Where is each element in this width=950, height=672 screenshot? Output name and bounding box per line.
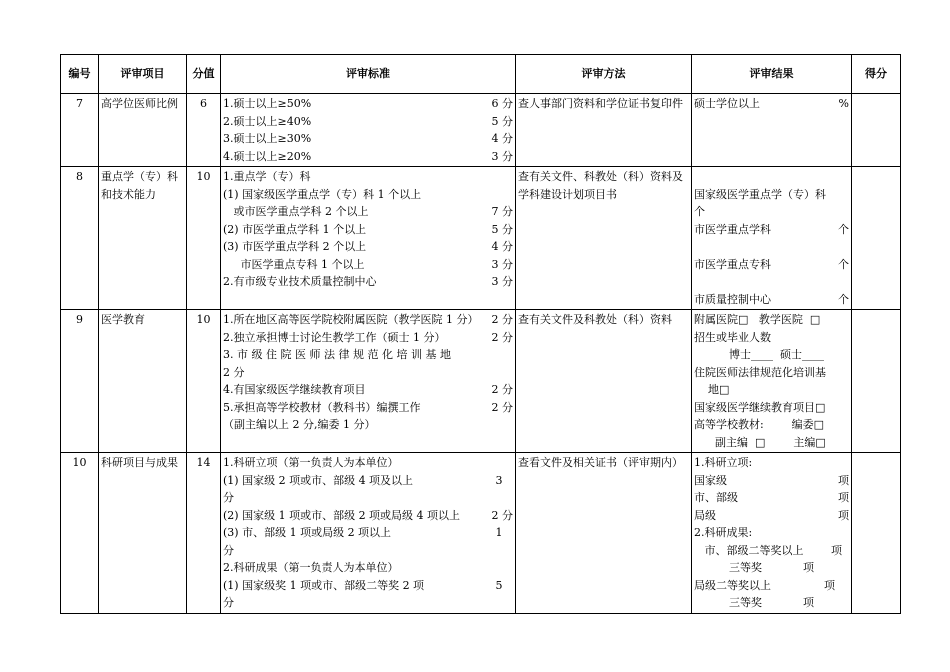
result-points: 个 (838, 292, 849, 306)
review-item: 医学教育 (99, 310, 187, 453)
result-text: 附属医院□ 教学医院 □ (694, 313, 821, 326)
review-method: 查有关文件及科教处（科）资料 (516, 310, 692, 453)
standard-points: 2 分 (491, 508, 513, 522)
result-line (694, 454, 849, 472)
standard-line (223, 416, 513, 434)
standard-text: 3.硕士以上≥30% (223, 132, 312, 145)
standard-line (223, 95, 513, 113)
standard-text: （副主编以上 2 分,编委 1 分） (223, 418, 376, 431)
standard-line (223, 113, 513, 131)
result-text: 住院医师法律规范化培训基 (694, 365, 826, 379)
standard-line (223, 399, 513, 417)
result-points: 项 (838, 491, 849, 504)
result-line (694, 559, 849, 577)
result-line (694, 434, 849, 452)
standard-text: 2.有市级专业技术质量控制中心 (223, 275, 377, 288)
result-text: 个 (694, 205, 705, 218)
result-points: 项 (824, 578, 849, 592)
standard-line (223, 256, 513, 274)
standard-points: 5 (495, 578, 513, 592)
standard-line (223, 203, 513, 221)
review-method: 查看文件及相关证书（评审期内） (516, 453, 692, 614)
review-table (60, 54, 901, 614)
header-row (61, 55, 901, 94)
standard-text: (2) 国家级 1 项或市、部级 2 项或局级 4 项以上 (223, 508, 461, 522)
result-points: 项 (831, 543, 849, 557)
standard-text: (1) 国家级医学重点学（专）科 1 个以上 (223, 187, 422, 201)
result-text: 硕士学位以上 (694, 97, 760, 110)
result-text: 国家级 (694, 473, 727, 487)
standard-line (223, 542, 513, 560)
result-text: 市医学重点专科 (694, 257, 771, 271)
standard-line (223, 381, 513, 399)
standard-text: 2.科研成果（第一负责人为本单位） (223, 561, 399, 574)
score-value: 6 (187, 94, 221, 167)
standard-line (223, 311, 513, 329)
result-points: 项 (838, 473, 849, 487)
result-line (694, 203, 849, 221)
result-line (694, 507, 849, 525)
result-line (694, 273, 849, 291)
standard-line (223, 346, 513, 364)
result-line (694, 416, 849, 434)
review-method: 查人事部门资料和学位证书复印件 (516, 94, 692, 167)
standard-points: 4 分 (491, 132, 513, 145)
result-line (694, 329, 849, 347)
result-text: 地□ (694, 383, 730, 396)
standard-text: 1.重点学（专）科 (223, 170, 311, 183)
result-points: 个 (838, 222, 849, 236)
standard-line (223, 472, 513, 490)
standard-points: 5 分 (491, 114, 513, 128)
result-line (694, 399, 849, 417)
standard-text: (1) 国家级奖 1 项或市、部级二等奖 2 项 (223, 578, 425, 592)
standard-line (223, 168, 513, 186)
result-points: 项 (803, 596, 849, 609)
result-text: 2.科研成果: (694, 526, 753, 539)
points-cell (852, 310, 901, 453)
standard-text: (1) 国家级 2 项或市、部级 4 项及以上 (223, 473, 414, 487)
result-text: 高等学校教材: 编委□ (694, 418, 825, 431)
result-line (694, 291, 849, 309)
review-result (692, 310, 852, 453)
standard-line (223, 364, 513, 382)
result-text: 招生或毕业人数 (694, 330, 771, 344)
header-method: 评审方法 (516, 55, 692, 94)
points-cell (852, 167, 901, 310)
standard-points: 4 分 (491, 240, 513, 253)
header-score: 分值 (187, 55, 221, 94)
review-standard (221, 94, 516, 167)
review-result (692, 94, 852, 167)
result-text: 国家级医学继续教育项目□ (694, 400, 826, 414)
standard-points: 2 分 (491, 400, 513, 414)
result-text: 市质量控制中心 (694, 292, 771, 306)
header-item: 评审项目 (99, 55, 187, 94)
result-text: 市、部级二等奖以上 (694, 543, 804, 557)
row-number: 9 (61, 310, 99, 453)
result-line (694, 381, 849, 399)
result-text: 三等奖 (694, 596, 762, 609)
result-text: 博士____ 硕士____ (694, 348, 824, 361)
standard-line (223, 273, 513, 291)
table-row (61, 310, 901, 453)
standard-text: 2.硕士以上≥40% (223, 114, 312, 128)
result-text: 市、部级 (694, 491, 738, 504)
standard-points: 3 分 (491, 149, 513, 163)
review-item: 重点学（专）科和技术能力 (99, 167, 187, 310)
result-text: 国家级医学重点学（专）科 (694, 187, 826, 201)
standard-line (223, 594, 513, 612)
result-text: 局级 (694, 508, 716, 522)
score-value: 14 (187, 453, 221, 614)
standard-points: 2 分 (491, 330, 513, 344)
standard-points: 6 分 (491, 97, 513, 110)
review-item: 高学位医师比例 (99, 94, 187, 167)
standard-line (223, 329, 513, 347)
standard-text: 1.所在地区高等医学院校附属医院（教学医院 1 分） (223, 313, 479, 326)
standard-text: 4.有国家级医学继续教育项目 (223, 383, 366, 396)
result-line (694, 346, 849, 364)
standard-text: 5.承担高等学校教材（教科书）编撰工作 (223, 400, 421, 414)
standard-points: 5 分 (491, 222, 513, 236)
header-no: 编号 (61, 55, 99, 94)
points-cell (852, 94, 901, 167)
standard-points: 1 (495, 526, 513, 539)
result-line (694, 168, 849, 186)
result-line (694, 221, 849, 239)
standard-points: 3 (495, 473, 513, 487)
standard-points: 2 分 (491, 313, 513, 326)
standard-text: 市医学重点专科 1 个以上 (223, 257, 365, 271)
review-standard (221, 453, 516, 614)
standard-line (223, 454, 513, 472)
result-line (694, 364, 849, 382)
standard-line (223, 238, 513, 256)
result-line (694, 594, 849, 612)
standard-text: 或市医学重点学科 2 个以上 (223, 205, 369, 218)
standard-text: 2 分 (223, 365, 245, 379)
result-line (694, 238, 849, 256)
standard-text: 1.硕士以上≥50% (223, 97, 312, 110)
review-result (692, 453, 852, 614)
standard-text: 3. 市 级 住 院 医 师 法 律 规 范 化 培 训 基 地 (223, 348, 451, 361)
result-line (694, 186, 849, 204)
review-method: 查有关文件、科教处（科）资料及学科建设计划项目书 (516, 167, 692, 310)
standard-text: 4.硕士以上≥20% (223, 149, 312, 163)
standard-line (223, 507, 513, 525)
header-points: 得分 (852, 55, 901, 94)
standard-points: 7 分 (491, 205, 513, 218)
standard-line (223, 559, 513, 577)
standard-text: 分 (223, 543, 234, 557)
review-standard (221, 310, 516, 453)
score-value: 10 (187, 167, 221, 310)
review-item: 科研项目与成果 (99, 453, 187, 614)
result-line (694, 95, 849, 113)
standard-text: (3) 市、部级 1 项或局级 2 项以上 (223, 526, 392, 539)
result-line (694, 311, 849, 329)
row-number: 8 (61, 167, 99, 310)
standard-points: 3 分 (491, 275, 513, 288)
standard-text: (2) 市医学重点学科 1 个以上 (223, 222, 367, 236)
standard-text: (3) 市医学重点学科 2 个以上 (223, 240, 367, 253)
result-text: 局级二等奖以上 (694, 578, 771, 592)
score-value: 10 (187, 310, 221, 453)
review-standard (221, 167, 516, 310)
result-line (694, 489, 849, 507)
result-points: % (838, 97, 849, 110)
points-cell (852, 453, 901, 614)
review-result (692, 167, 852, 310)
result-text: 市医学重点学科 (694, 222, 771, 236)
result-text: 1.科研立项: (694, 456, 753, 469)
standard-text: 2.独立承担博士讨论生教学工作（硕士 1 分） (223, 330, 446, 344)
table-row (61, 167, 901, 310)
standard-points: 2 分 (491, 383, 513, 396)
standard-line (223, 130, 513, 148)
standard-points: 3 分 (491, 257, 513, 271)
standard-line (223, 577, 513, 595)
row-number: 7 (61, 94, 99, 167)
standard-text: 分 (223, 491, 234, 504)
table-row (61, 453, 901, 614)
result-points: 个 (838, 257, 849, 271)
standard-text: 分 (223, 596, 234, 609)
result-line (694, 256, 849, 274)
result-line (694, 542, 849, 560)
result-line (694, 577, 849, 595)
table-row (61, 94, 901, 167)
standard-line (223, 221, 513, 239)
result-text: 副主编 □ 主编□ (694, 435, 826, 449)
header-result: 评审结果 (692, 55, 852, 94)
standard-line (223, 524, 513, 542)
result-text: 三等奖 (694, 561, 762, 574)
standard-line (223, 148, 513, 166)
standard-line (223, 186, 513, 204)
header-standard: 评审标准 (221, 55, 516, 94)
result-points: 项 (838, 508, 849, 522)
standard-line (223, 489, 513, 507)
result-points: 项 (803, 561, 849, 574)
result-line (694, 472, 849, 490)
row-number: 10 (61, 453, 99, 614)
standard-text: 1.科研立项（第一负责人为本单位） (223, 456, 399, 469)
result-line (694, 524, 849, 542)
